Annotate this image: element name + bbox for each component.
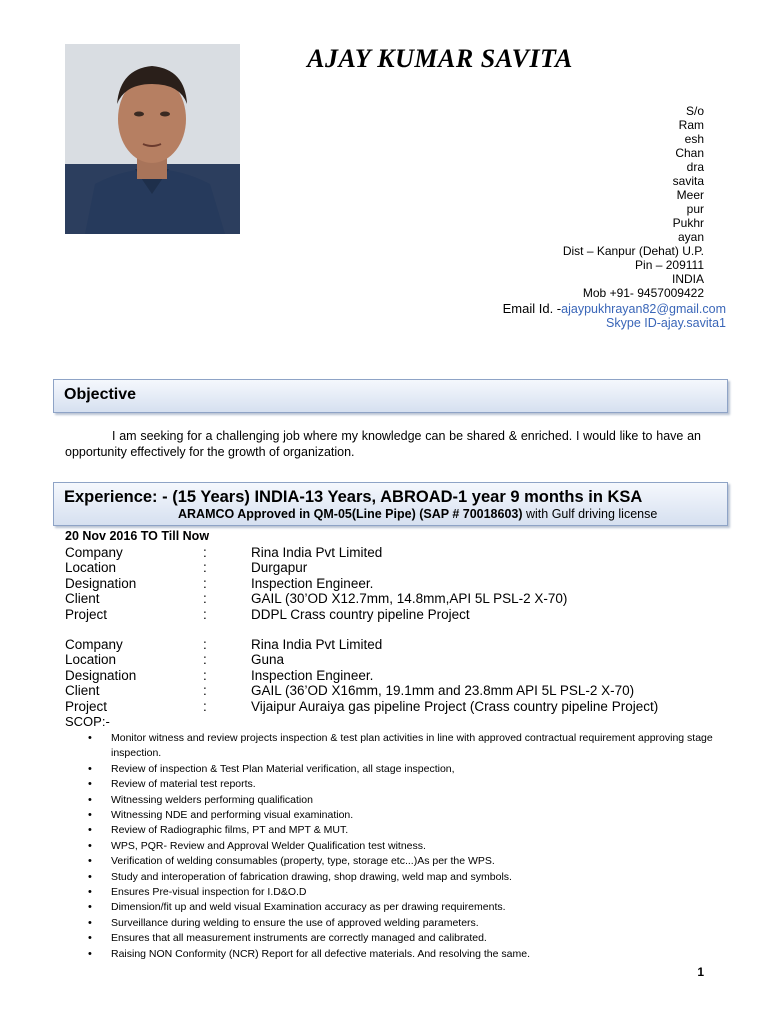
row-value: Guna <box>251 652 285 668</box>
experience-subheading <box>178 507 657 521</box>
list-item: • Witnessing welders performing qualification <box>88 793 728 808</box>
address-line: INDIA <box>671 272 704 286</box>
aramco-approval: ARAMCO Approved in QM-05(Line Pipe) (SAP # 70018603) <box>178 507 523 521</box>
experience-heading: Experience: - (15 Years) INDIA-13 Years, ABROAD-1 year 9 months in KSA <box>64 488 643 506</box>
objective-paragraph: I am seeking for a challenging job where my knowledge can be shared & enriched. I would like to have an opportunity effectively for the growth of organization. <box>65 429 701 459</box>
scope-list <box>88 731 728 962</box>
address-line: ayan <box>677 230 704 244</box>
mobile-number: Mob +91- 9457009422 <box>582 286 704 300</box>
candidate-name: AJAY KUMAR SAVITA <box>307 44 573 73</box>
address-line: savita <box>672 174 704 188</box>
row-value: Rina India Pvt Limited <box>251 637 383 652</box>
list-item: • Verification of welding consumables (property, type, storage etc...)As per the WPS. <box>88 854 728 869</box>
address-line: Chan <box>675 146 704 160</box>
skype-id: Skype ID-ajay.savita1 <box>606 316 726 330</box>
address-block <box>563 104 704 300</box>
row-value: Inspection Engineer. <box>251 575 374 591</box>
row-value: DDPL Crass country pipeline Project <box>251 606 470 622</box>
row-colon: : <box>203 667 207 683</box>
email-label: Email Id. - <box>502 301 562 316</box>
address-line: Meer <box>676 188 704 202</box>
profile-photo <box>65 44 240 234</box>
row-key: Company <box>65 637 123 652</box>
row-colon: : <box>203 683 207 699</box>
row-key: Designation <box>65 667 137 683</box>
address-line: Dist – Kanpur (Dehat) U.P. <box>562 244 704 258</box>
row-value: Rina India Pvt Limited <box>251 545 383 560</box>
objective-text <box>65 428 701 460</box>
row-key: Client <box>65 591 100 607</box>
list-item: • Study and interoperation of fabrication drawing, shop drawing, weld map and symbols. <box>88 870 728 885</box>
row-value: Inspection Engineer. <box>251 667 374 683</box>
list-item: • Ensures that all measurement instruments are correctly managed and calibrated. <box>88 931 728 946</box>
list-item: • Ensures Pre-visual inspection for I.D&O.D <box>88 885 728 900</box>
row-key: Client <box>65 683 100 699</box>
row-value: Vijaipur Auraiya gas pipeline Project (Crass country pipeline Project) <box>251 698 659 714</box>
date-range: 20 Nov 2016 TO Till Now <box>65 529 210 543</box>
row-colon: : <box>203 575 207 591</box>
objective-heading-bar <box>53 379 728 413</box>
row-colon: : <box>203 652 207 668</box>
row-key: Company <box>65 545 123 560</box>
row-value: GAIL (30’OD X12.7mm, 14.8mm,API 5L PSL-2 X-70) <box>251 591 568 607</box>
list-item: • Review of material test reports. <box>88 777 728 792</box>
row-colon: : <box>203 545 207 560</box>
email-link[interactable]: ajaypukhrayan82@gmail.com <box>561 302 726 316</box>
row-key: Designation <box>65 575 137 591</box>
list-item: • Witnessing NDE and performing visual examination. <box>88 808 728 823</box>
address-line: Pukhr <box>672 216 704 230</box>
row-key: Location <box>65 560 117 576</box>
license-note: with Gulf driving license <box>522 507 658 521</box>
address-line: pur <box>686 202 704 216</box>
address-line: dra <box>686 160 704 174</box>
address-line: Ram <box>678 118 704 132</box>
list-item: • Surveillance during welding to ensure the use of approved welding parameters. <box>88 916 728 931</box>
experience-heading-bar <box>53 482 728 526</box>
row-value: GAIL (36’OD X16mm, 19.1mm and 23.8mm API 5L PSL-2 X-70) <box>251 683 635 699</box>
page-number: 1 <box>697 965 704 979</box>
row-colon: : <box>203 591 207 607</box>
address-line: Pin – 209111 <box>635 258 704 272</box>
row-value: Durgapur <box>251 560 308 576</box>
list-item: • Dimension/fit up and weld visual Examination accuracy as per drawing requirements. <box>88 900 728 915</box>
address-line: S/o <box>685 104 704 118</box>
list-item: • Monitor witness and review projects inspection & test plan activities in line with approved contractual requirement approving stage inspection. <box>88 731 728 762</box>
list-item: • Raising NON Conformity (NCR) Report for all defective materials. And resolving the same. <box>88 947 728 962</box>
row-colon: : <box>203 606 207 622</box>
row-colon: : <box>203 698 207 714</box>
row-key: Project <box>65 698 108 714</box>
row-colon: : <box>203 637 207 652</box>
objective-heading: Objective <box>64 386 137 403</box>
address-line: esh <box>684 132 704 146</box>
list-item: • Review of inspection & Test Plan Material verification, all stage inspection, <box>88 762 728 777</box>
row-colon: : <box>203 560 207 576</box>
scope-label: SCOP:- <box>65 714 110 729</box>
email-line <box>503 301 726 317</box>
list-item: • WPS, PQR- Review and Approval Welder Qualification test witness. <box>88 839 728 854</box>
list-item: • Review of Radiographic films, PT and MPT & MUT. <box>88 823 728 838</box>
row-key: Project <box>65 606 108 622</box>
row-key: Location <box>65 652 117 668</box>
